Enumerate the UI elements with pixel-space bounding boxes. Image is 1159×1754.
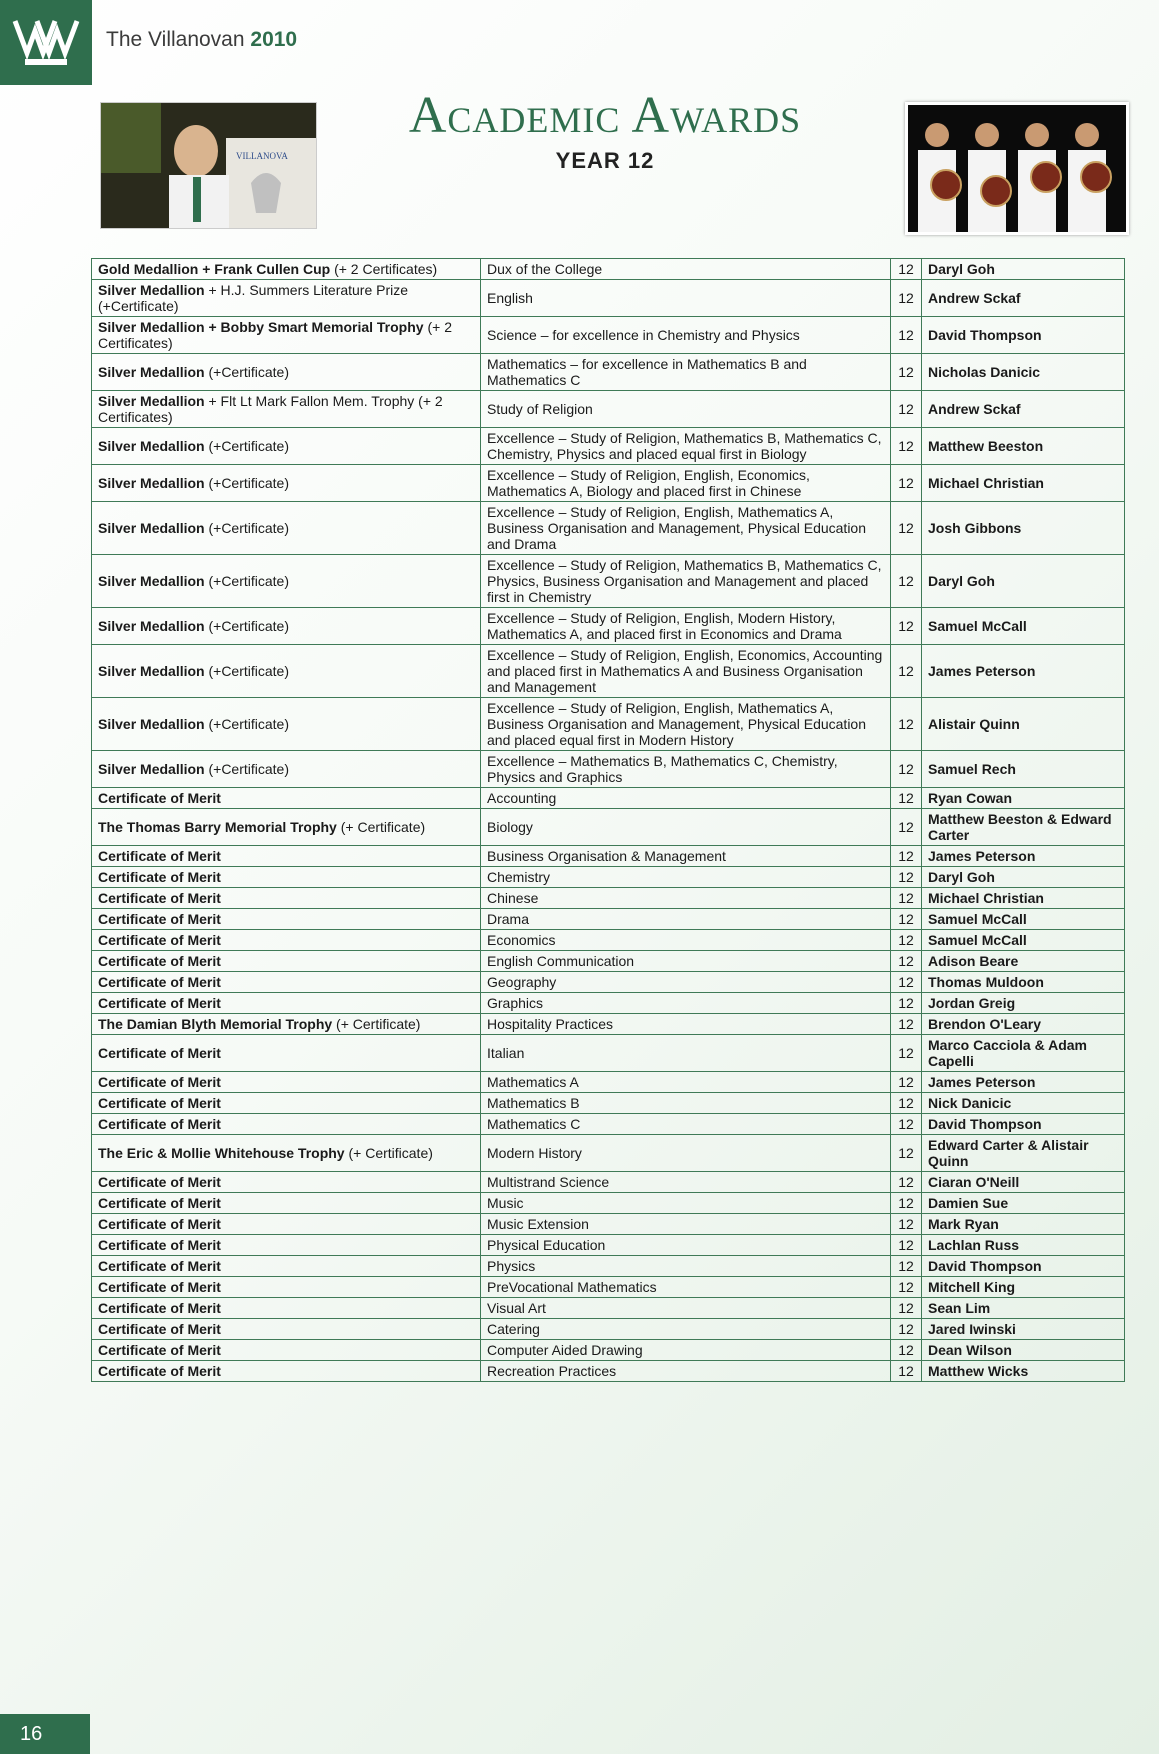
award-title: Certificate of Merit — [98, 1279, 221, 1295]
subject-cell: PreVocational Mathematics — [481, 1277, 891, 1298]
table-row — [92, 751, 1125, 788]
table-row — [92, 354, 1125, 391]
subject-cell: Visual Art — [481, 1298, 891, 1319]
subject-cell: Mathematics – for excellence in Mathematics B and Mathematics C — [481, 354, 891, 391]
award-title: Certificate of Merit — [98, 1258, 221, 1274]
year-cell: 12 — [891, 1114, 922, 1135]
subject-cell: Geography — [481, 972, 891, 993]
year-cell: 12 — [891, 317, 922, 354]
subject-cell: Excellence – Study of Religion, English, Modern History, Mathematics A, and placed first in Economics and Drama — [481, 608, 891, 645]
subject-cell: Excellence – Study of Religion, English, Mathematics A, Business Organisation and Management, Physical Education and Drama — [481, 502, 891, 555]
student-name-cell: Andrew Sckaf — [922, 391, 1125, 428]
award-cell — [92, 1298, 481, 1319]
table-row — [92, 698, 1125, 751]
table-row — [92, 809, 1125, 846]
award-title: The Damian Blyth Memorial Trophy — [98, 1016, 333, 1032]
subject-cell: Excellence – Mathematics B, Mathematics C, Chemistry, Physics and Graphics — [481, 751, 891, 788]
student-name-cell: Marco Cacciola & Adam Capelli — [922, 1035, 1125, 1072]
award-title: Certificate of Merit — [98, 1300, 221, 1316]
award-cell — [92, 993, 481, 1014]
subject-cell: Biology — [481, 809, 891, 846]
award-title: Certificate of Merit — [98, 995, 221, 1011]
award-detail: (+Certificate) — [208, 438, 290, 454]
student-name-cell: Matthew Wicks — [922, 1361, 1125, 1382]
subject-cell: Recreation Practices — [481, 1361, 891, 1382]
table-row — [92, 1256, 1125, 1277]
award-cell — [92, 846, 481, 867]
subject-cell: Music — [481, 1193, 891, 1214]
subject-cell: Italian — [481, 1035, 891, 1072]
student-name-cell: Adison Beare — [922, 951, 1125, 972]
subject-cell: Accounting — [481, 788, 891, 809]
award-cell — [92, 391, 481, 428]
award-cell — [92, 1214, 481, 1235]
subject-cell: Physics — [481, 1256, 891, 1277]
award-detail: (+ Certificate) — [348, 1145, 433, 1161]
table-row — [92, 1035, 1125, 1072]
year-cell: 12 — [891, 1035, 922, 1072]
subject-cell: Excellence – Study of Religion, English, Mathematics A, Business Organisation and Management, Physical Education and placed equal first in Modern History — [481, 698, 891, 751]
table-row — [92, 909, 1125, 930]
table-row — [92, 846, 1125, 867]
award-cell — [92, 1093, 481, 1114]
year-cell: 12 — [891, 280, 922, 317]
award-detail: (+Certificate) — [208, 573, 290, 589]
year-cell: 12 — [891, 1277, 922, 1298]
subject-cell: Economics — [481, 930, 891, 951]
table-row — [92, 1193, 1125, 1214]
subject-cell: Excellence – Study of Religion, Mathematics B, Mathematics C, Chemistry, Physics and placed equal first in Biology — [481, 428, 891, 465]
table-row — [92, 1361, 1125, 1382]
award-detail: (+Certificate) — [208, 475, 290, 491]
subject-cell: Catering — [481, 1319, 891, 1340]
award-detail: (+ 2 Certificates) — [334, 261, 438, 277]
student-name-cell: Josh Gibbons — [922, 502, 1125, 555]
award-cell — [92, 1235, 481, 1256]
year-cell: 12 — [891, 1193, 922, 1214]
student-name-cell: Edward Carter & Alistair Quinn — [922, 1135, 1125, 1172]
year-cell: 12 — [891, 354, 922, 391]
award-cell — [92, 608, 481, 645]
award-title: Certificate of Merit — [98, 1174, 221, 1190]
award-detail: (+Certificate) — [208, 364, 290, 380]
award-cell — [92, 1340, 481, 1361]
student-name-cell: Matthew Beeston — [922, 428, 1125, 465]
student-name-cell: Samuel McCall — [922, 608, 1125, 645]
student-name-cell: Brendon O'Leary — [922, 1014, 1125, 1035]
award-cell — [92, 1361, 481, 1382]
table-row — [92, 608, 1125, 645]
student-name-cell: Alistair Quinn — [922, 698, 1125, 751]
student-name-cell: Sean Lim — [922, 1298, 1125, 1319]
student-name-cell: Matthew Beeston & Edward Carter — [922, 809, 1125, 846]
subject-cell: English Communication — [481, 951, 891, 972]
award-cell — [92, 1072, 481, 1093]
award-detail: (+Certificate) — [208, 618, 290, 634]
year-cell: 12 — [891, 259, 922, 280]
year-cell: 12 — [891, 809, 922, 846]
school-logo — [0, 0, 92, 85]
award-title: Silver Medallion — [98, 716, 205, 732]
subject-cell: Dux of the College — [481, 259, 891, 280]
award-title: Certificate of Merit — [98, 953, 221, 969]
award-cell — [92, 502, 481, 555]
award-title: Certificate of Merit — [98, 1045, 221, 1061]
table-row — [92, 1214, 1125, 1235]
student-name-cell: Jared Iwinski — [922, 1319, 1125, 1340]
subject-cell: Multistrand Science — [481, 1172, 891, 1193]
subject-cell: Physical Education — [481, 1235, 891, 1256]
year-cell: 12 — [891, 846, 922, 867]
year-cell: 12 — [891, 555, 922, 608]
student-name-cell: Nicholas Danicic — [922, 354, 1125, 391]
table-row — [92, 972, 1125, 993]
subject-cell: Chinese — [481, 888, 891, 909]
award-title: Silver Medallion — [98, 520, 205, 536]
award-title: Certificate of Merit — [98, 1074, 221, 1090]
award-title: Certificate of Merit — [98, 932, 221, 948]
subject-cell: Modern History — [481, 1135, 891, 1172]
subject-cell: Business Organisation & Management — [481, 846, 891, 867]
student-name-cell: Daryl Goh — [922, 259, 1125, 280]
page-number: 16 — [0, 1714, 90, 1754]
award-cell — [92, 751, 481, 788]
award-title: The Eric & Mollie Whitehouse Trophy — [98, 1145, 345, 1161]
publication-header — [106, 28, 297, 52]
award-title: Gold Medallion + Frank Cullen Cup — [98, 261, 331, 277]
subject-cell: Chemistry — [481, 867, 891, 888]
table-row — [92, 645, 1125, 698]
award-title: Silver Medallion — [98, 761, 205, 777]
award-title: Silver Medallion — [98, 663, 205, 679]
table-row — [92, 1319, 1125, 1340]
subject-cell: Music Extension — [481, 1214, 891, 1235]
student-name-cell: Samuel McCall — [922, 909, 1125, 930]
table-row — [92, 1093, 1125, 1114]
award-title: Certificate of Merit — [98, 1095, 221, 1111]
award-title: Certificate of Merit — [98, 1216, 221, 1232]
student-name-cell: Daryl Goh — [922, 867, 1125, 888]
subject-cell: Computer Aided Drawing — [481, 1340, 891, 1361]
year-cell: 12 — [891, 1340, 922, 1361]
subject-cell: Excellence – Study of Religion, Mathematics B, Mathematics C, Physics, Business Organisation and Management and placed first in Chemistry — [481, 555, 891, 608]
year-cell: 12 — [891, 1014, 922, 1035]
award-title: Certificate of Merit — [98, 1195, 221, 1211]
subject-cell: Excellence – Study of Religion, English, Economics, Mathematics A, Biology and placed first in Chinese — [481, 465, 891, 502]
award-detail: + Flt Lt Mark Fallon Mem. Trophy (+ 2 Certificates) — [98, 393, 443, 425]
award-cell — [92, 1172, 481, 1193]
award-title: Certificate of Merit — [98, 1237, 221, 1253]
subject-cell: Mathematics C — [481, 1114, 891, 1135]
award-title: Certificate of Merit — [98, 848, 221, 864]
table-row — [92, 993, 1125, 1014]
award-detail: (+ Certificate) — [336, 1016, 421, 1032]
table-row — [92, 888, 1125, 909]
subject-cell: Study of Religion — [481, 391, 891, 428]
award-cell — [92, 280, 481, 317]
student-name-cell: Michael Christian — [922, 465, 1125, 502]
table-row — [92, 280, 1125, 317]
student-name-cell: Samuel Rech — [922, 751, 1125, 788]
student-name-cell: Ciaran O'Neill — [922, 1172, 1125, 1193]
subject-cell: Mathematics B — [481, 1093, 891, 1114]
table-row — [92, 1135, 1125, 1172]
student-name-cell: Dean Wilson — [922, 1340, 1125, 1361]
publication-name: The Villanovan — [106, 28, 245, 51]
page-subtitle: YEAR 12 — [555, 148, 655, 173]
table-row — [92, 259, 1125, 280]
student-name-cell: David Thompson — [922, 1114, 1125, 1135]
award-title: Certificate of Merit — [98, 974, 221, 990]
subject-cell: Hospitality Practices — [481, 1014, 891, 1035]
year-cell: 12 — [891, 428, 922, 465]
subject-cell: Graphics — [481, 993, 891, 1014]
subject-cell: English — [481, 280, 891, 317]
year-cell: 12 — [891, 645, 922, 698]
student-name-cell: David Thompson — [922, 1256, 1125, 1277]
award-cell — [92, 317, 481, 354]
award-cell — [92, 1035, 481, 1072]
student-name-cell: Ryan Cowan — [922, 788, 1125, 809]
year-cell: 12 — [891, 909, 922, 930]
table-row — [92, 391, 1125, 428]
awards-table — [91, 258, 1125, 1382]
table-row — [92, 1072, 1125, 1093]
award-title: Silver Medallion — [98, 618, 205, 634]
table-row — [92, 502, 1125, 555]
student-name-cell: James Peterson — [922, 645, 1125, 698]
award-detail: + H.J. Summers Literature Prize (+Certificate) — [98, 282, 409, 314]
year-cell: 12 — [891, 502, 922, 555]
table-row — [92, 1114, 1125, 1135]
award-cell — [92, 1114, 481, 1135]
student-name-cell: Mark Ryan — [922, 1214, 1125, 1235]
publication-year: 2010 — [250, 28, 298, 51]
award-title: Certificate of Merit — [98, 1321, 221, 1337]
photo-student-with-trophy — [100, 102, 317, 229]
award-cell — [92, 1014, 481, 1035]
subject-cell: Mathematics A — [481, 1072, 891, 1093]
table-row — [92, 788, 1125, 809]
table-row — [92, 1014, 1125, 1035]
year-cell: 12 — [891, 1135, 922, 1172]
student-name-cell: Jordan Greig — [922, 993, 1125, 1014]
award-title: Silver Medallion — [98, 364, 205, 380]
award-title: Certificate of Merit — [98, 1342, 221, 1358]
award-cell — [92, 867, 481, 888]
award-cell — [92, 951, 481, 972]
year-cell: 12 — [891, 391, 922, 428]
table-row — [92, 951, 1125, 972]
year-cell: 12 — [891, 465, 922, 502]
student-name-cell: Michael Christian — [922, 888, 1125, 909]
award-cell — [92, 1319, 481, 1340]
year-cell: 12 — [891, 1361, 922, 1382]
award-cell — [92, 428, 481, 465]
year-cell: 12 — [891, 1319, 922, 1340]
student-name-cell: James Peterson — [922, 1072, 1125, 1093]
award-detail: (+ 2 Certificates) — [98, 319, 452, 351]
student-name-cell: Samuel McCall — [922, 930, 1125, 951]
table-row — [92, 317, 1125, 354]
award-title: Silver Medallion — [98, 438, 205, 454]
award-cell — [92, 930, 481, 951]
student-name-cell: Andrew Sckaf — [922, 280, 1125, 317]
subject-cell: Drama — [481, 909, 891, 930]
award-title: Certificate of Merit — [98, 869, 221, 885]
table-row — [92, 465, 1125, 502]
award-detail: (+ Certificate) — [340, 819, 426, 835]
award-title: The Thomas Barry Memorial Trophy — [98, 819, 337, 835]
awards-table-body — [92, 259, 1125, 1382]
award-title: Certificate of Merit — [98, 1363, 221, 1379]
award-cell — [92, 888, 481, 909]
year-cell: 12 — [891, 698, 922, 751]
year-cell: 12 — [891, 788, 922, 809]
student-name-cell: David Thompson — [922, 317, 1125, 354]
table-row — [92, 930, 1125, 951]
year-cell: 12 — [891, 888, 922, 909]
award-cell — [92, 465, 481, 502]
banner-text: VILLANOVA — [236, 151, 288, 161]
award-title: Certificate of Merit — [98, 911, 221, 927]
award-title: Silver Medallion — [98, 393, 205, 409]
student-name-cell: James Peterson — [922, 846, 1125, 867]
year-cell: 12 — [891, 751, 922, 788]
award-title: Silver Medallion — [98, 475, 205, 491]
year-cell: 12 — [891, 1256, 922, 1277]
year-cell: 12 — [891, 972, 922, 993]
villanova-crest-icon — [11, 13, 81, 73]
table-row — [92, 1235, 1125, 1256]
award-cell — [92, 788, 481, 809]
table-row — [92, 1172, 1125, 1193]
table-row — [92, 428, 1125, 465]
subject-cell: Science – for excellence in Chemistry and Physics — [481, 317, 891, 354]
award-title: Certificate of Merit — [98, 1116, 221, 1132]
year-cell: 12 — [891, 993, 922, 1014]
year-cell: 12 — [891, 1072, 922, 1093]
award-cell — [92, 1277, 481, 1298]
year-cell: 12 — [891, 1172, 922, 1193]
award-title: Silver Medallion — [98, 573, 205, 589]
year-cell: 12 — [891, 1235, 922, 1256]
year-cell: 12 — [891, 608, 922, 645]
award-cell — [92, 354, 481, 391]
year-cell: 12 — [891, 1298, 922, 1319]
subject-cell: Excellence – Study of Religion, English, Economics, Accounting and placed first in Mathematics A and Business Organisation and Management — [481, 645, 891, 698]
table-row — [92, 1277, 1125, 1298]
year-cell: 12 — [891, 1214, 922, 1235]
year-cell: 12 — [891, 930, 922, 951]
award-cell — [92, 972, 481, 993]
award-cell — [92, 555, 481, 608]
table-row — [92, 555, 1125, 608]
award-cell — [92, 1256, 481, 1277]
photo-students-with-shields — [905, 102, 1129, 235]
award-detail: (+Certificate) — [208, 663, 290, 679]
student-name-cell: Thomas Muldoon — [922, 972, 1125, 993]
award-title: Silver Medallion + Bobby Smart Memorial Trophy — [98, 319, 424, 335]
student-name-cell: Nick Danicic — [922, 1093, 1125, 1114]
table-row — [92, 1340, 1125, 1361]
award-title: Certificate of Merit — [98, 890, 221, 906]
award-detail: (+Certificate) — [208, 761, 290, 777]
student-name-cell: Damien Sue — [922, 1193, 1125, 1214]
award-cell — [92, 909, 481, 930]
award-cell — [92, 809, 481, 846]
year-cell: 12 — [891, 1093, 922, 1114]
award-cell — [92, 1135, 481, 1172]
page-title: Academic Awards — [408, 87, 802, 144]
award-title: Silver Medallion — [98, 282, 205, 298]
table-row — [92, 867, 1125, 888]
award-cell — [92, 259, 481, 280]
award-cell — [92, 645, 481, 698]
year-cell: 12 — [891, 867, 922, 888]
student-name-cell: Daryl Goh — [922, 555, 1125, 608]
student-name-cell: Mitchell King — [922, 1277, 1125, 1298]
award-title: Certificate of Merit — [98, 790, 221, 806]
award-detail: (+Certificate) — [208, 520, 290, 536]
student-name-cell: Lachlan Russ — [922, 1235, 1125, 1256]
award-cell — [92, 698, 481, 751]
award-detail: (+Certificate) — [208, 716, 290, 732]
table-row — [92, 1298, 1125, 1319]
award-cell — [92, 1193, 481, 1214]
year-cell: 12 — [891, 951, 922, 972]
